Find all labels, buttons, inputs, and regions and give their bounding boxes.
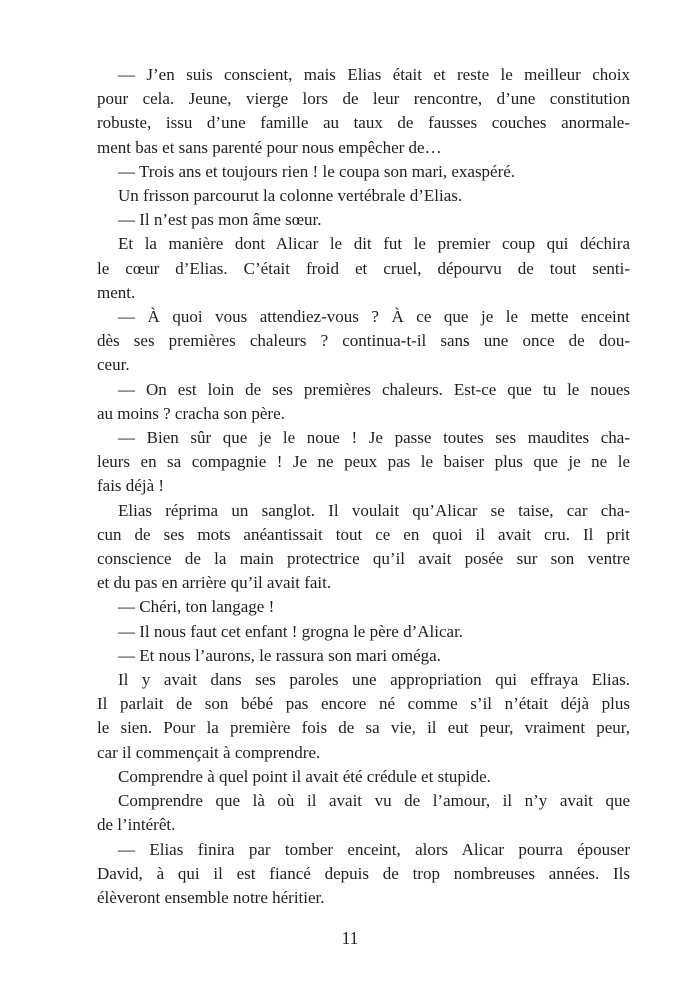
text-line: — Chéri, ton langage ! [118,597,275,617]
paragraph [97,668,630,765]
paragraph [97,305,630,378]
text-line: — Il n’est pas mon âme sœur. [118,210,322,230]
text-line: élèveront ensemble notre héritier. [97,887,325,907]
paragraph [97,838,630,911]
text-line: Il parlait de son bébé pas encore né comme s’il n’était déjà plus [97,694,630,714]
text-line: Et la manière dont Alicar le dit fut le premier coup qui déchira [118,234,630,254]
text-line: — Trois ans et toujours rien ! le coupa son mari, exaspéré. [118,161,516,181]
text-line: pour cela. Jeune, vierge lors de leur rencontre, d’une constitution [97,89,630,109]
text-line: leurs en sa compagnie ! Je ne peux pas le baiser plus que je ne le [97,452,630,472]
text-line: Un frisson parcourut la colonne vertébrale d’Elias. [118,186,463,206]
text-line: cun de ses mots anéantissait tout ce en quoi il avait cru. Il prit [97,524,630,544]
text-line: de l’intérêt. [97,815,176,835]
paragraph [97,232,630,305]
text-line: et du pas en arrière qu’il avait fait. [97,573,332,593]
text-line: conscience de la main protectrice qu’il avait posée sur son ventre [97,549,630,569]
text-line: ment bas et sans parenté pour nous empêcher de… [97,137,442,157]
text-line: dès ses premières chaleurs ? continua-t-il sans une once de dou- [97,331,630,351]
paragraph [97,499,630,596]
page-number: 11 [341,928,359,948]
text-line: — J’en suis conscient, mais Elias était et reste le meilleur choix [118,65,630,84]
paragraph [97,63,630,160]
text-line: ment. [97,282,136,302]
paragraph [97,595,630,619]
text-line: au moins ? cracha son père. [97,403,285,423]
text-line: fais déjà ! [97,476,165,496]
paragraph [97,620,630,644]
paragraph [97,426,630,499]
text-line: — Il nous faut cet enfant ! grogna le père d’Alicar. [118,621,464,641]
paragraph [97,378,630,426]
text-line: — Et nous l’aurons, le rassura son mari oméga. [118,645,441,665]
text-line: David, à qui il est fiancé depuis de trop nombreuses années. Ils [97,863,630,883]
text-line: Comprendre que là où il avait vu de l’amour, il n’y avait que [118,791,630,811]
text-line: robuste, issu d’une famille au taux de fausses couches anormale- [97,113,630,133]
text-line: Elias réprima un sanglot. Il voulait qu’Alicar se taise, car cha- [118,500,630,520]
paragraph [97,160,630,184]
text-line: Il y avait dans ses paroles une appropriation qui effraya Elias. [118,670,630,690]
paragraph [97,765,630,789]
text-line: ceur. [97,355,130,375]
text-line: — On est loin de ses premières chaleurs. Est-ce que tu le noues [118,379,630,399]
text-column [97,63,630,910]
text-line: le sien. Pour la première fois de sa vie, il eut peur, vraiment peur, [97,718,630,738]
paragraph [97,208,630,232]
text-line: Comprendre à quel point il avait été crédule et stupide. [118,766,491,786]
text-line: le cœur d’Elias. C’était froid et cruel, dépourvu de tout senti- [97,258,630,278]
paragraph [97,789,630,837]
text-line: car il commençait à comprendre. [97,742,321,762]
text-line: — Bien sûr que je le noue ! Je passe toutes ses maudites cha- [118,428,630,448]
paragraph [97,644,630,668]
paragraph [97,184,630,208]
text-line: — Elias finira par tomber enceint, alors Alicar pourra épouser [118,839,630,859]
text-line: — À quoi vous attendiez-vous ? À ce que je le mette enceint [118,307,630,327]
